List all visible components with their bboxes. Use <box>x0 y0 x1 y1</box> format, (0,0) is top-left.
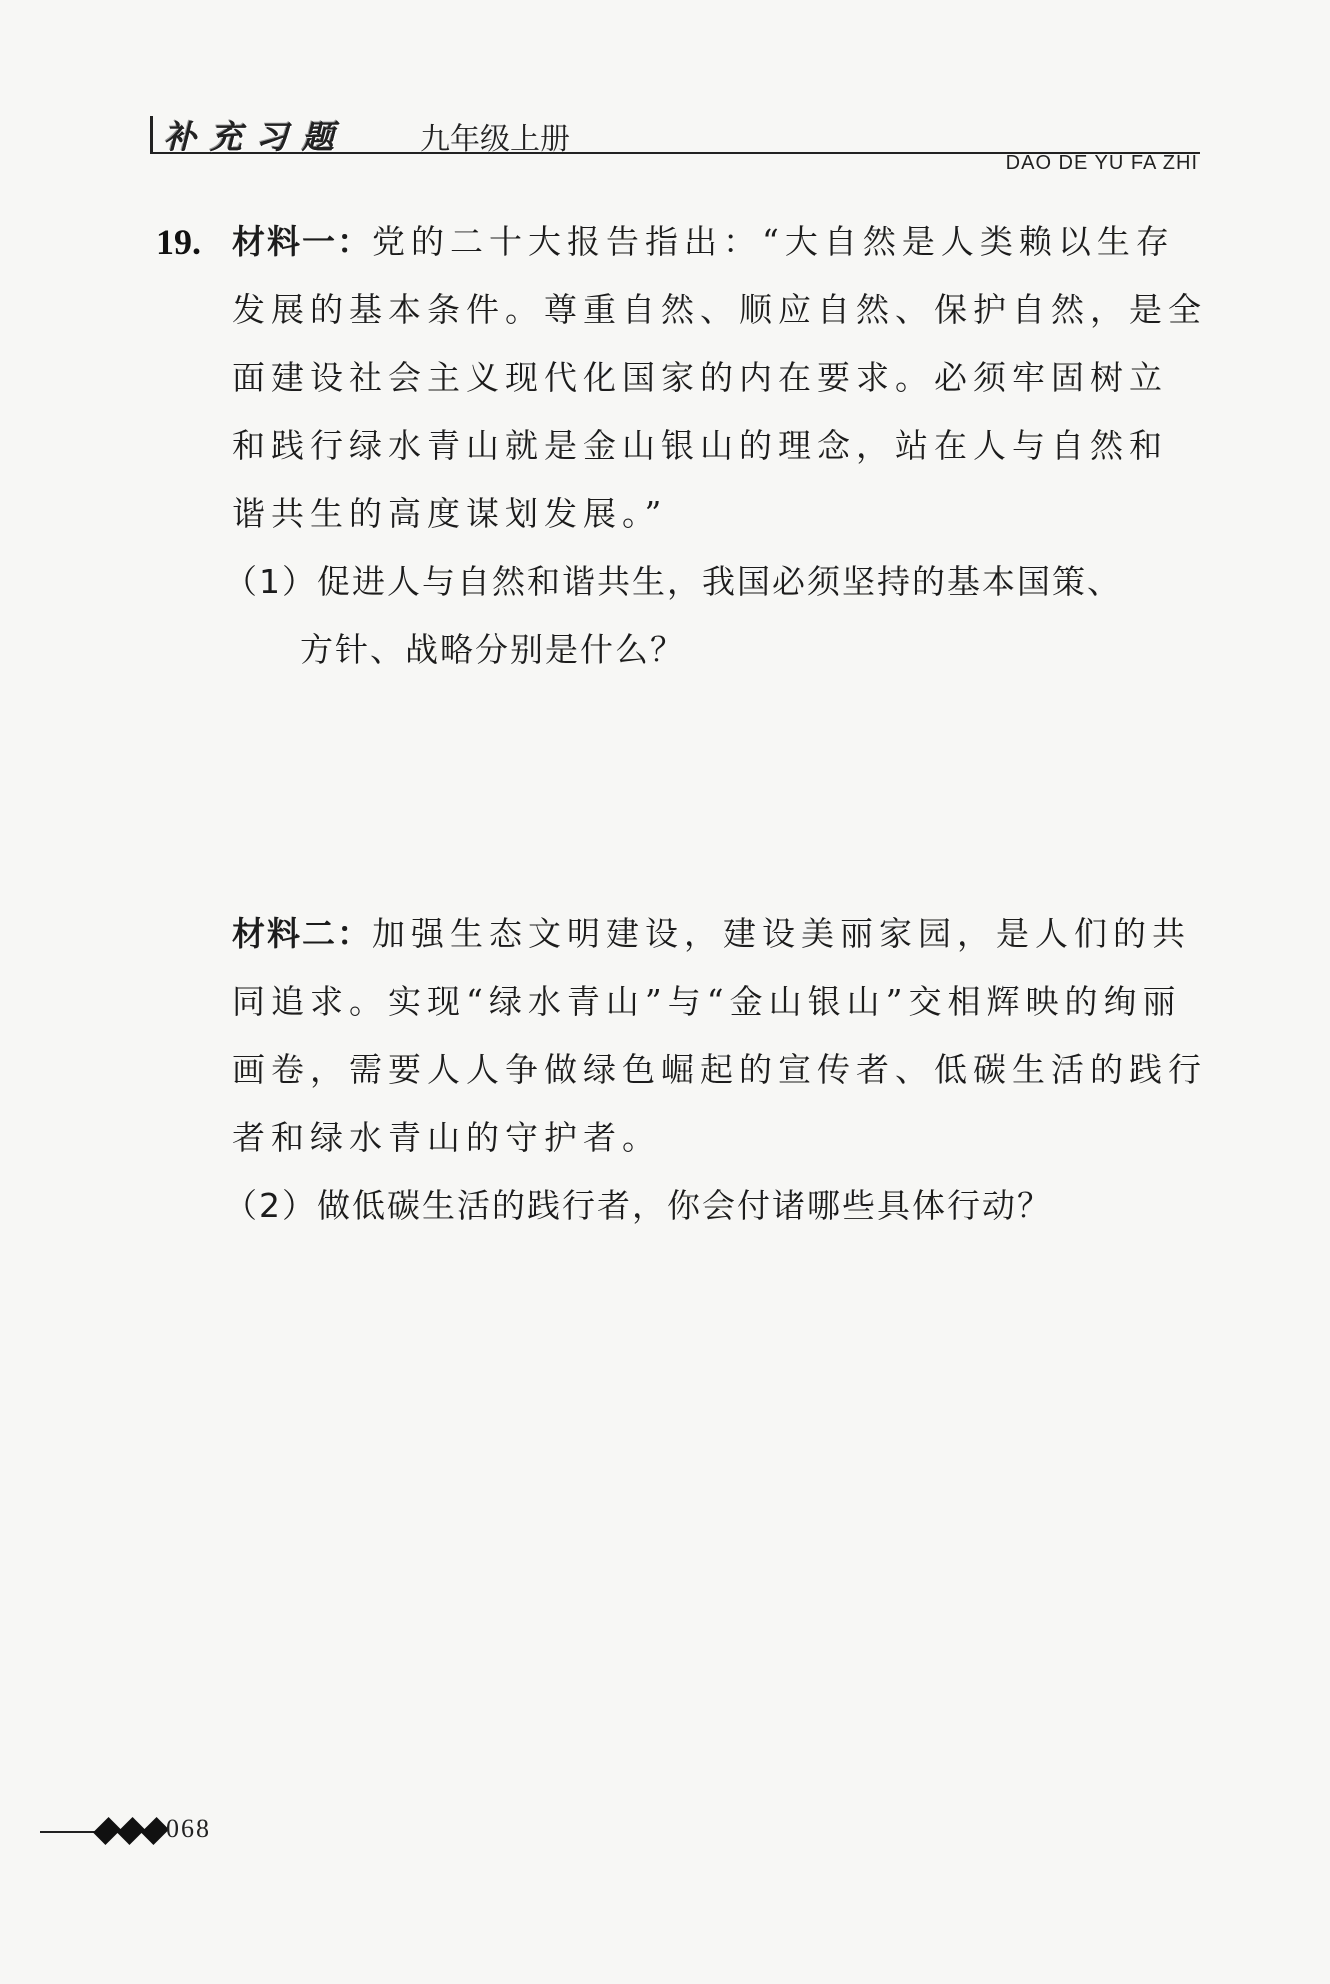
material-two-text-1: 加强生态文明建设，建设美丽家园，是人们的共 <box>372 914 1191 953</box>
sub-question-1-line-2: 方针、战略分别是什么？ <box>300 630 685 669</box>
material-one-line-4: 和践行绿水青山就是金山银山的理念，站在人与自然和 <box>232 426 1168 465</box>
sub-question-2: （2）做低碳生活的践行者，你会付诸哪些具体行动？ <box>224 1186 1052 1225</box>
material-two-line-4: 者和绿水青山的守护者。 <box>232 1118 661 1157</box>
material-one-line-2: 发展的基本条件。尊重自然、顺应自然、保护自然，是全 <box>232 290 1207 329</box>
question-number: 19. <box>156 222 201 262</box>
material-two-line-2: 同追求。实现“绿水青山”与“金山银山”交相辉映的绚丽 <box>232 982 1182 1021</box>
series-title: 补充习题 <box>164 118 349 156</box>
page-header <box>150 110 1200 157</box>
material-one-line-5: 谐共生的高度谋划发展。” <box>232 494 668 533</box>
footer-rule <box>40 1831 100 1833</box>
material-two-line-3: 画卷，需要人人争做绿色崛起的宣传者、低碳生活的践行 <box>232 1050 1207 1089</box>
subject-pinyin: DAO DE YU FA ZHI <box>1005 152 1198 174</box>
material-two-label: 材料二： <box>232 914 372 953</box>
material-one-line-3: 面建设社会主义现代化国家的内在要求。必须牢固树立 <box>232 358 1168 397</box>
material-one-line-1 <box>232 222 1175 262</box>
grade-title: 九年级上册 <box>420 122 570 157</box>
header-left-bar <box>150 116 153 154</box>
sub-question-1-line-1: （1）促进人与自然和谐共生，我国必须坚持的基本国策、 <box>224 562 1122 601</box>
material-one-text-1: 党的二十大报告指出：“大自然是人类赖以生存 <box>372 222 1175 261</box>
material-two-line-1 <box>232 914 1191 954</box>
page-number: 068 <box>166 1814 211 1843</box>
diamond-icon <box>141 1817 169 1845</box>
material-one-label: 材料一： <box>232 222 372 261</box>
footer-diamonds-icon <box>96 1816 168 1846</box>
